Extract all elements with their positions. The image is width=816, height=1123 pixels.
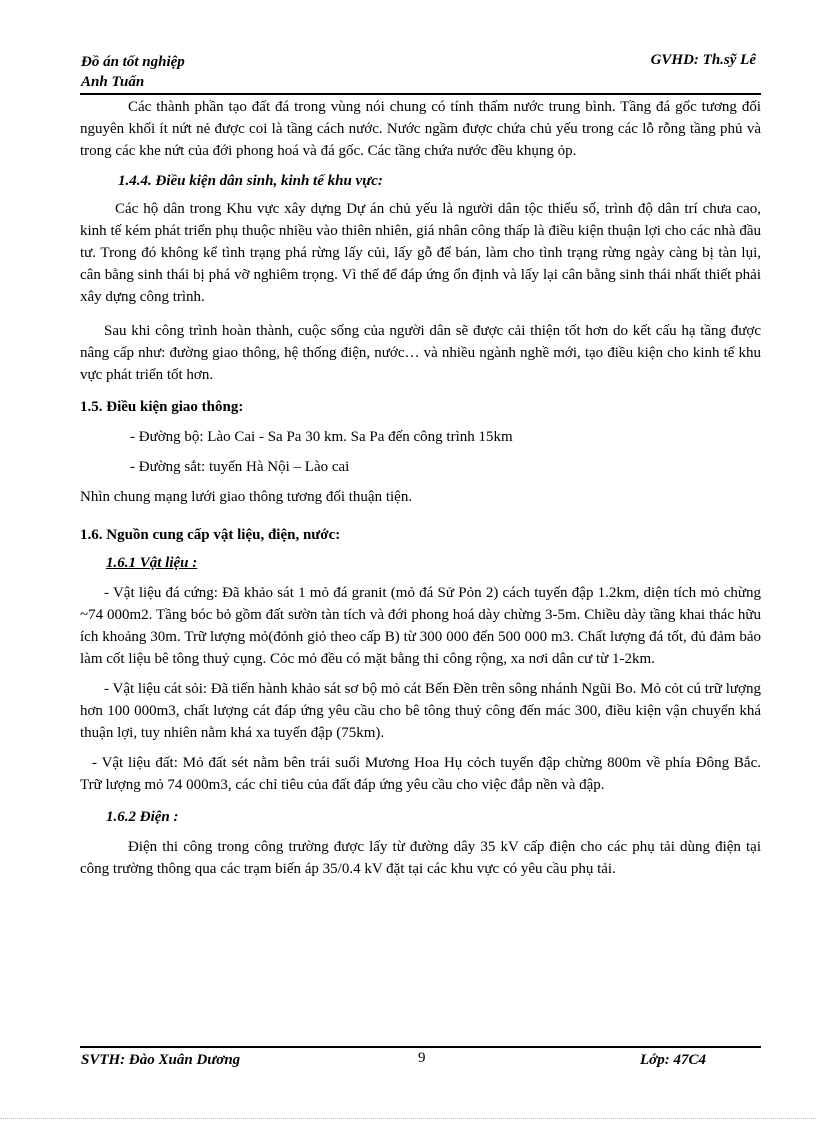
- header-project-title: Đồ án tốt nghiệp: [81, 54, 185, 70]
- heading-1-6-1: [80, 552, 761, 574]
- paragraph-soil: - Vật liệu đất: Mỏ đất sét nằm bên trái suối Mương Hoa Hụ cỏch tuyến đập chừng 800m về phía Đông Bắc. Trữ lượng mỏ 74 000m3, các chỉ tiêu của đất đáp ứng yêu cầu cho việc đắp nền và đập.: [80, 755, 761, 793]
- paragraph-population: Các hộ dân trong Khu vực xây dựng Dự án chủ yếu là người dân tộc thiểu số, trình độ dân trí chưa cao, kinh tế kém phát triển phụ thuộc nhiều vào thiên nhiên, giá nhân công thấp là điều kiện thuận lợi cho các nhà đầu tư. Trong đó không kể tình trạng phá rừng lấy củi, lấy gỗ để bán, làm cho tình trạng rừng ngày càng bị tàn lụi, cân bằng sinh thái bị phá vỡ nghiêm trọng. Vì thế để đáp ứng ổn định và lấy lại cân bằng sinh thái nhất thiết phải xây dựng công trình.: [80, 201, 761, 305]
- header-supervisor: GVHD: Th.sỹ Lê: [650, 52, 756, 68]
- header-left: [81, 52, 185, 92]
- heading-1-6-2: 1.6.2 Điện :: [106, 809, 179, 825]
- paragraph-after-completion: Sau khi công trình hoàn thành, cuộc sống của người dân sẽ được cải thiện tốt hơn do kết cấu hạ tầng được nâng cấp như: đường giao thông, hệ thống điện, nước… và nhiều ngành nghề mới, tạo điều kiện cho kinh tế khu vực phát triển tốt hơn.: [80, 323, 761, 383]
- footer-divider: [80, 1046, 761, 1048]
- document-body: [80, 96, 761, 880]
- heading-1-6-1-text: 1.6.1 Vật liệu :: [106, 555, 198, 571]
- paragraph-sand-gravel: - Vật liệu cát sỏi: Đã tiến hành khảo sát sơ bộ mỏ cát Bến Đền trên sông nhánh Ngũi Bo. Mỏ cỏt cú trữ lượng hơn 100 000m3, chất lượng cát đáp ứng yêu cầu cho bê tông thuỷ công đến mác 300, điều kiện vận chuyển khá thuận lợi, tuy nhiên nằm khá xa tuyến đập (75km).: [80, 681, 761, 741]
- heading-1-6: 1.6. Nguồn cung cấp vật liệu, điện, nước:: [80, 527, 341, 543]
- road-transport: - Đường bộ: Lào Cai - Sa Pa 30 km. Sa Pa đến công trình 15km: [130, 429, 513, 445]
- paragraph-hard-stone: - Vật liệu đá cứng: Đã khảo sát 1 mỏ đá granit (mỏ đá Sử Pỏn 2) cách tuyến đập 1.2km, diện tích mỏ chừng ~74 000m2. Tầng bóc bỏ gồm đất sườn tàn tích và đới phong hoá dày chừng 3-5m. Chiều dày tầng khai thác hữu ích khoảng 30m. Trữ lượng mỏ(đỏnh giỏ theo cấp B) từ 300 000 đến 500 000 m3. Chất lượng đá tốt, đủ đảm bảo làm cốt liệu bê tông thuỷ cụng. Cỏc mỏ đều có mặt bằng thi công rộng, xa nơi dân cư từ 1-2km.: [80, 585, 761, 667]
- heading-1-5: 1.5. Điều kiện giao thông:: [80, 399, 244, 415]
- paragraph-transport-summary: Nhìn chung mạng lưới giao thông tương đối thuận tiện.: [80, 489, 413, 505]
- paragraph-electricity: Điện thi công trong công trường được lấy từ đường dây 35 kV cấp điện cho các phụ tải dùng điện tại công trường thông qua các trạm biến áp 35/0.4 kV đặt tại các khu vực có yêu cầu phụ tải.: [80, 839, 761, 877]
- header-author-name: Anh Tuấn: [81, 74, 145, 90]
- paragraph-rock-permeability: Các thành phần tạo đất đá trong vùng nói chung có tính thấm nước trung bình. Tầng đá gốc tương đối nguyên khối ít nứt nẻ được coi là tầng cách nước. Nước ngầm được chứa chủ yếu trong các lỗ rỗng tầng phủ và trong các khe nứt của đới phong hoá và đá gốc. Các tầng chứa nước đều khụng ỏp.: [80, 99, 761, 159]
- heading-1-4-4: 1.4.4. Điều kiện dân sinh, kinh tế khu vực:: [118, 173, 383, 189]
- footer-class: Lớp: 47C4: [640, 1052, 706, 1068]
- rail-transport: - Đường sắt: tuyến Hà Nội – Lào cai: [130, 459, 350, 475]
- footer-student: SVTH: Đào Xuân Dương: [81, 1052, 241, 1068]
- header-divider: [80, 93, 761, 95]
- page-bottom-edge: [0, 1118, 816, 1119]
- page-number: 9: [418, 1050, 426, 1066]
